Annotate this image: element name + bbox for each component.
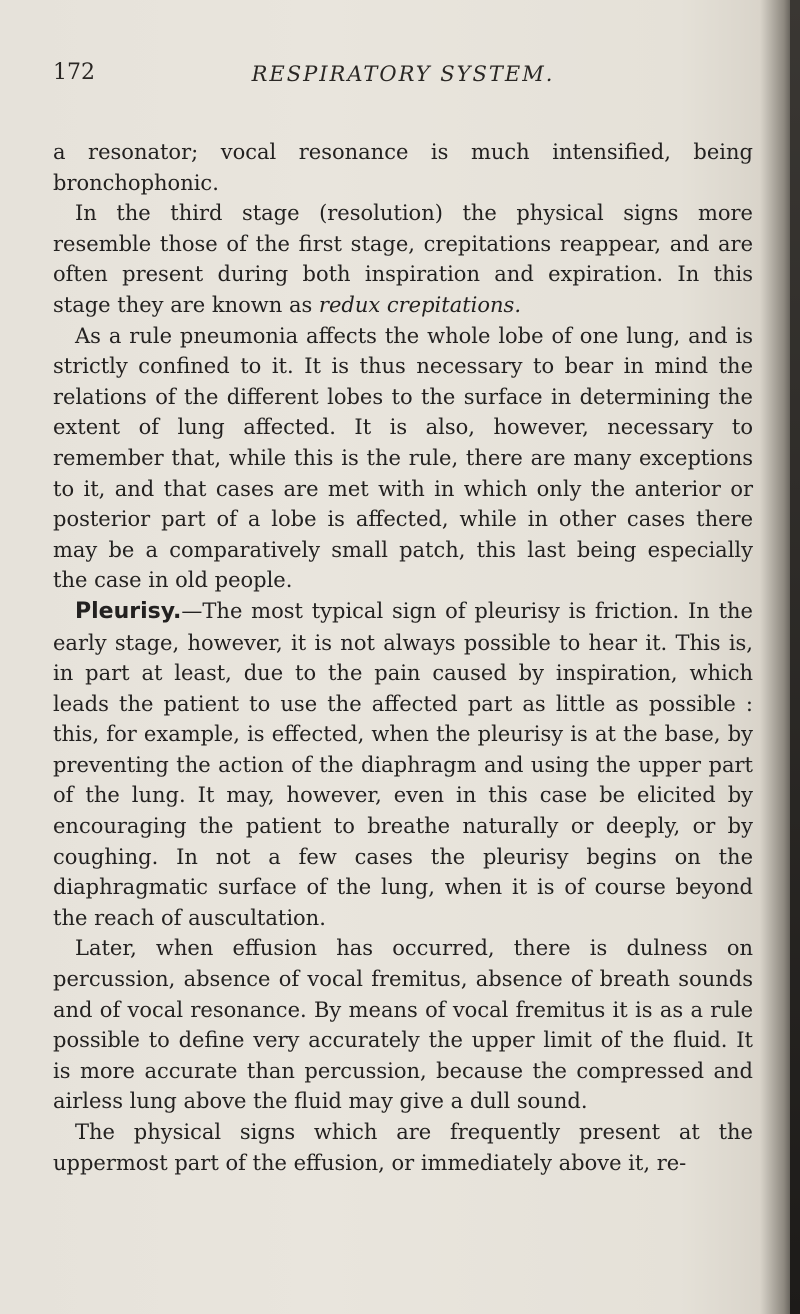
running-head: RESPIRATORY SYSTEM. [251,62,555,86]
paragraph-pleurisy [53,596,753,934]
section-heading-pleurisy: Pleurisy. [75,598,182,624]
paragraph-effusion: Later, when effusion has occurred, there is dulness on percussion, absence of vocal fremitus, absence of breath sounds and of vocal resonance. By means of vocal fremitus it is as a rule possible to define very accurately the upper limit of the fluid. It is more accurate than percussion, because the compressed and airless lung above the fluid may give a dull sound. [53,936,753,1114]
page-header [53,60,753,100]
paragraph-continuation: a resonator; vocal resonance is much intensified, being bronchophonic. [53,140,753,195]
body-text [53,137,753,1178]
page-edge-shadow [790,0,800,1314]
paragraph-pneumonia-rule: As a rule pneumonia affects the whole lobe of one lung, and is strictly confined to it. It is thus necessary to bear in mind the relations of the different lobes to the surface in determining the extent of lung affected. It is also, however, necessary to remember that, while this is the rule, there are many exceptions to it, and that cases are met with in which only the anterior or posterior part of a lobe is affected, while in other cases there may be a comparatively small patch, this last being especially the case in old people. [53,323,753,593]
page-number: 172 [53,60,95,85]
paragraph-text: —The most typical sign of pleurisy is friction. In the early stage, however, it is not always possible to hear it. This is, in part at least, due to the pain caused by inspiration, which leads the patient to use the affected part as little as possible : this, for example, is effected, when the pleurisy is at the base, by preventing the action of the diaphragm and using the upper part of the lung. It may, however, even in this case be elicited by encouraging the patient to breathe naturally or deeply, or by coughing. In not a few cases the pleurisy begins on the diaphragmatic surface of the lung, when it is of course beyond the reach of auscultation. [53,598,753,930]
paragraph-text: In the third stage (resolution) the physical signs more resemble those of the first stage, crepitations reappear, and are often present during both inspiration and expiration. In this stage they are known as [53,201,753,317]
paragraph-third-stage [53,198,753,320]
italic-term: redux crepitations. [318,292,521,317]
paragraph-physical-signs: The physical signs which are frequently present at the uppermost part of the effusion, or immediately above it, re- [53,1120,753,1175]
